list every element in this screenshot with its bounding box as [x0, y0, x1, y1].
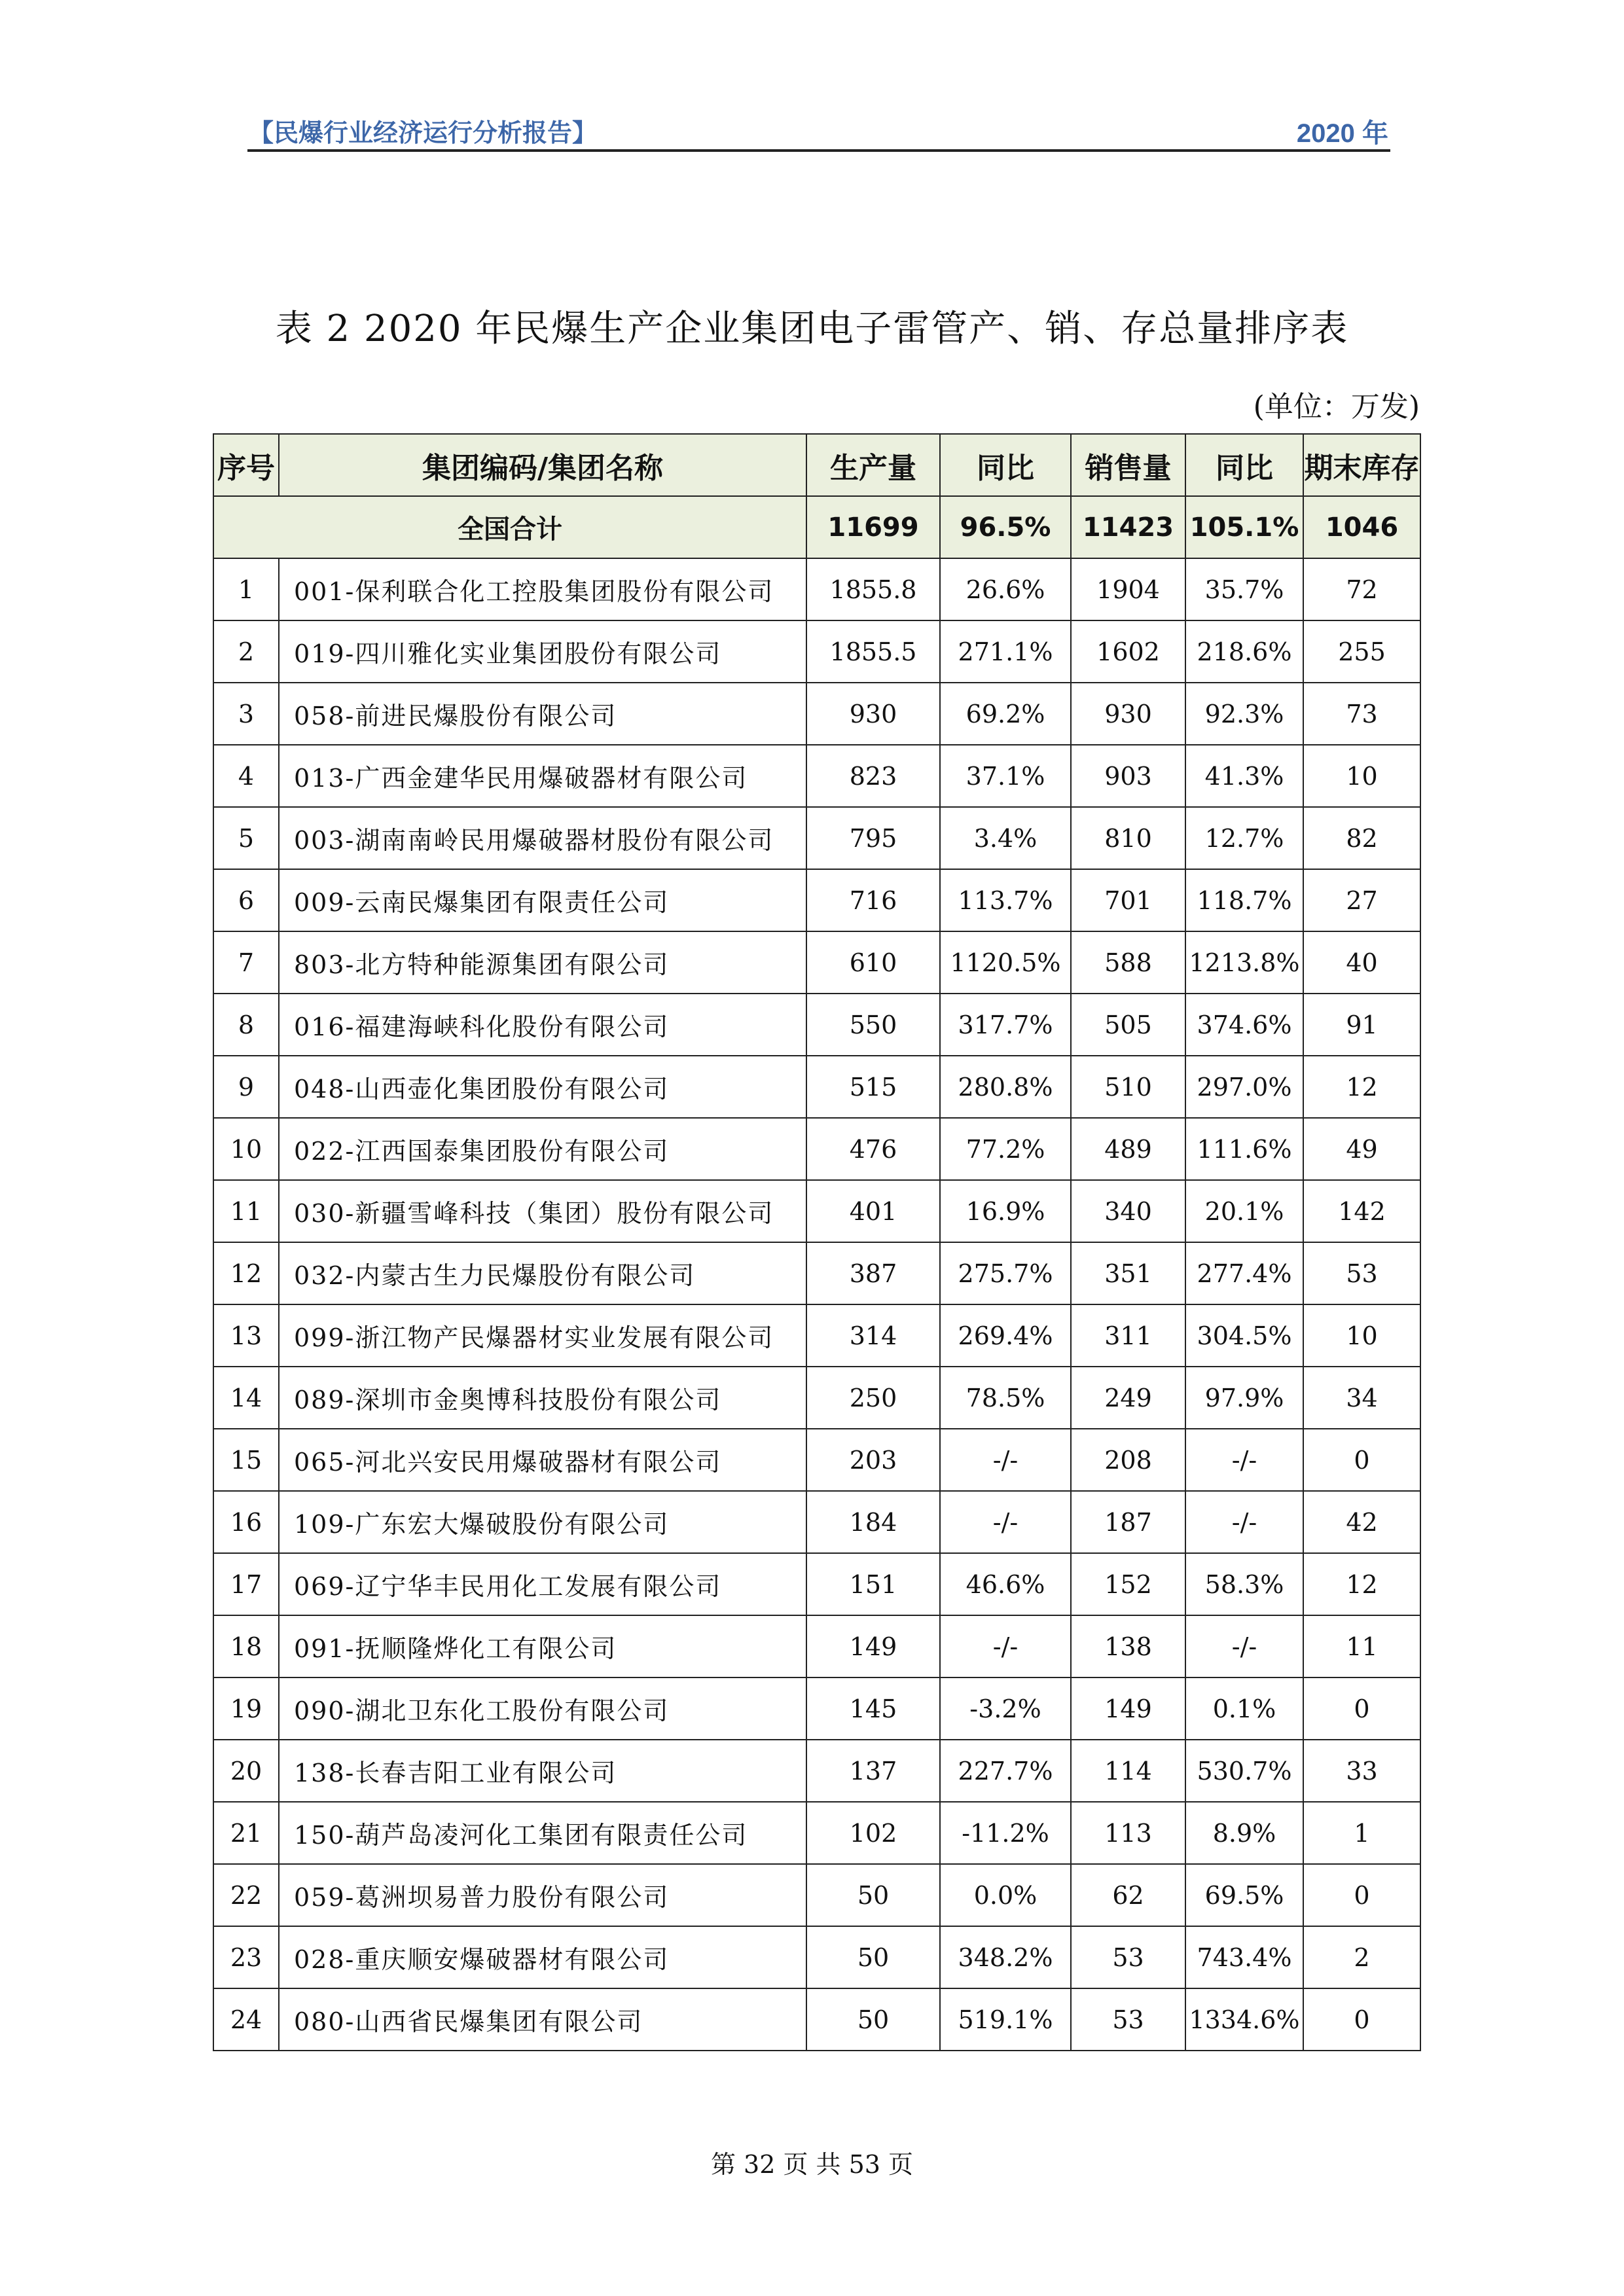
cell-sales: 208	[1071, 1429, 1185, 1491]
cell-rank: 14	[213, 1367, 279, 1429]
cell-production-yoy: 280.8%	[940, 1056, 1071, 1118]
cell-production-yoy: 113.7%	[940, 869, 1071, 931]
cell-production-yoy: 275.7%	[940, 1242, 1071, 1304]
cell-group-name: 080-山西省民爆集团有限公司	[279, 1988, 806, 2051]
table-row	[213, 1367, 1420, 1429]
cell-group-name: 099-浙江物产民爆器材实业发展有限公司	[279, 1304, 806, 1367]
cell-sales: 810	[1071, 807, 1185, 869]
cell-production: 151	[806, 1553, 940, 1615]
cell-production-yoy: -11.2%	[940, 1802, 1071, 1864]
cell-sales-yoy: -/-	[1185, 1615, 1303, 1677]
cell-sales: 113	[1071, 1802, 1185, 1864]
cell-sales: 340	[1071, 1180, 1185, 1242]
cell-sales: 152	[1071, 1553, 1185, 1615]
cell-rank: 8	[213, 994, 279, 1056]
cell-production-yoy: -/-	[940, 1491, 1071, 1553]
cell-group-name: 091-抚顺隆烨化工有限公司	[279, 1615, 806, 1677]
cell-production: 823	[806, 745, 940, 807]
cell-inventory: 82	[1303, 807, 1420, 869]
cell-production-yoy: 1120.5%	[940, 931, 1071, 994]
cell-production-yoy: 16.9%	[940, 1180, 1071, 1242]
cell-group-name: 048-山西壶化集团股份有限公司	[279, 1056, 806, 1118]
cell-production: 145	[806, 1677, 940, 1740]
cell-sales-yoy: 1213.8%	[1185, 931, 1303, 994]
cell-group-name: 150-葫芦岛凌河化工集团有限责任公司	[279, 1802, 806, 1864]
col-header-sales-yoy: 同比	[1185, 434, 1303, 496]
table-row	[213, 931, 1420, 994]
cell-sales: 53	[1071, 1988, 1185, 2051]
cell-inventory: 34	[1303, 1367, 1420, 1429]
cell-inventory: 2	[1303, 1926, 1420, 1988]
cell-sales: 187	[1071, 1491, 1185, 1553]
col-header-group-name: 集团编码/集团名称	[279, 434, 806, 496]
cell-rank: 16	[213, 1491, 279, 1553]
table-row	[213, 1056, 1420, 1118]
cell-inventory: 1	[1303, 1802, 1420, 1864]
cell-production: 476	[806, 1118, 940, 1180]
cell-rank: 20	[213, 1740, 279, 1802]
cell-production-yoy: 269.4%	[940, 1304, 1071, 1367]
cell-sales: 1602	[1071, 620, 1185, 683]
cell-inventory: 49	[1303, 1118, 1420, 1180]
cell-inventory: 142	[1303, 1180, 1420, 1242]
table-title: 表 2 2020 年民爆生产企业集团电子雷管产、销、存总量排序表	[275, 308, 1349, 350]
cell-group-name: 001-保利联合化工控股集团股份有限公司	[279, 558, 806, 620]
cell-sales-yoy: 277.4%	[1185, 1242, 1303, 1304]
cell-sales: 311	[1071, 1304, 1185, 1367]
cell-sales: 351	[1071, 1242, 1185, 1304]
col-header-production-yoy: 同比	[940, 434, 1071, 496]
cell-production: 50	[806, 1926, 940, 1988]
table-row	[213, 1180, 1420, 1242]
cell-inventory: 72	[1303, 558, 1420, 620]
col-header-production: 生产量	[806, 434, 940, 496]
cell-production: 1855.8	[806, 558, 940, 620]
cell-inventory: 0	[1303, 1429, 1420, 1491]
cell-rank: 3	[213, 683, 279, 745]
cell-rank: 1	[213, 558, 279, 620]
cell-rank: 17	[213, 1553, 279, 1615]
cell-inventory: 0	[1303, 1677, 1420, 1740]
unit-label: (单位：万发)	[1253, 390, 1420, 423]
cell-production-yoy: 69.2%	[940, 683, 1071, 745]
table-row	[213, 994, 1420, 1056]
cell-sales: 588	[1071, 931, 1185, 994]
table-row	[213, 1491, 1420, 1553]
cell-sales: 138	[1071, 1615, 1185, 1677]
cell-production-yoy: 37.1%	[940, 745, 1071, 807]
cell-group-name: 013-广西金建华民用爆破器材有限公司	[279, 745, 806, 807]
cell-inventory: 91	[1303, 994, 1420, 1056]
cell-production: 550	[806, 994, 940, 1056]
cell-production: 102	[806, 1802, 940, 1864]
cell-production: 795	[806, 807, 940, 869]
cell-rank: 6	[213, 869, 279, 931]
cell-sales-yoy: 69.5%	[1185, 1864, 1303, 1926]
table-row	[213, 807, 1420, 869]
table-row	[213, 1864, 1420, 1926]
table-row	[213, 1802, 1420, 1864]
cell-sales-yoy: 20.1%	[1185, 1180, 1303, 1242]
cell-rank: 10	[213, 1118, 279, 1180]
cell-production: 314	[806, 1304, 940, 1367]
cell-inventory: 40	[1303, 931, 1420, 994]
cell-group-name: 022-江西国泰集团股份有限公司	[279, 1118, 806, 1180]
table-row	[213, 869, 1420, 931]
cell-rank: 13	[213, 1304, 279, 1367]
cell-rank: 2	[213, 620, 279, 683]
cell-sales: 249	[1071, 1367, 1185, 1429]
total-sales-yoy: 105.1%	[1185, 496, 1303, 558]
col-header-sales: 销售量	[1071, 434, 1185, 496]
cell-production-yoy: 317.7%	[940, 994, 1071, 1056]
cell-sales: 114	[1071, 1740, 1185, 1802]
cell-sales: 510	[1071, 1056, 1185, 1118]
cell-sales-yoy: 35.7%	[1185, 558, 1303, 620]
cell-group-name: 030-新疆雪峰科技（集团）股份有限公司	[279, 1180, 806, 1242]
cell-inventory: 73	[1303, 683, 1420, 745]
cell-production: 930	[806, 683, 940, 745]
national-total-row	[213, 496, 1420, 558]
cell-production-yoy: -3.2%	[940, 1677, 1071, 1740]
cell-rank: 7	[213, 931, 279, 994]
cell-group-name: 028-重庆顺安爆破器材有限公司	[279, 1926, 806, 1988]
cell-group-name: 003-湖南南岭民用爆破器材股份有限公司	[279, 807, 806, 869]
cell-production: 50	[806, 1864, 940, 1926]
header-divider	[247, 149, 1390, 152]
cell-group-name: 009-云南民爆集团有限责任公司	[279, 869, 806, 931]
cell-production: 401	[806, 1180, 940, 1242]
cell-inventory: 0	[1303, 1864, 1420, 1926]
cell-rank: 11	[213, 1180, 279, 1242]
cell-inventory: 11	[1303, 1615, 1420, 1677]
cell-sales-yoy: 297.0%	[1185, 1056, 1303, 1118]
cell-production: 250	[806, 1367, 940, 1429]
cell-group-name: 090-湖北卫东化工股份有限公司	[279, 1677, 806, 1740]
cell-inventory: 0	[1303, 1988, 1420, 2051]
cell-sales: 505	[1071, 994, 1185, 1056]
cell-production: 1855.5	[806, 620, 940, 683]
cell-production: 50	[806, 1988, 940, 2051]
cell-rank: 24	[213, 1988, 279, 2051]
cell-group-name: 069-辽宁华丰民用化工发展有限公司	[279, 1553, 806, 1615]
page-number: 第 32 页 共 53 页	[710, 2150, 914, 2179]
table-row	[213, 745, 1420, 807]
cell-production: 203	[806, 1429, 940, 1491]
cell-group-name: 016-福建海峡科化股份有限公司	[279, 994, 806, 1056]
cell-sales-yoy: -/-	[1185, 1429, 1303, 1491]
cell-sales: 149	[1071, 1677, 1185, 1740]
cell-rank: 21	[213, 1802, 279, 1864]
ranking-table	[213, 433, 1421, 2051]
report-header-title: 【民爆行业经济运行分析报告】	[249, 118, 598, 147]
cell-sales-yoy: 118.7%	[1185, 869, 1303, 931]
cell-rank: 12	[213, 1242, 279, 1304]
table-row	[213, 1740, 1420, 1802]
table-row	[213, 1304, 1420, 1367]
cell-production-yoy: 77.2%	[940, 1118, 1071, 1180]
cell-sales: 62	[1071, 1864, 1185, 1926]
cell-rank: 18	[213, 1615, 279, 1677]
cell-group-name: 065-河北兴安民用爆破器材有限公司	[279, 1429, 806, 1491]
cell-inventory: 12	[1303, 1056, 1420, 1118]
total-production: 11699	[806, 496, 940, 558]
cell-production: 149	[806, 1615, 940, 1677]
cell-production: 716	[806, 869, 940, 931]
table-row	[213, 1553, 1420, 1615]
cell-production-yoy: -/-	[940, 1615, 1071, 1677]
table-row	[213, 1677, 1420, 1740]
cell-group-name: 138-长春吉阳工业有限公司	[279, 1740, 806, 1802]
cell-sales-yoy: 374.6%	[1185, 994, 1303, 1056]
cell-sales-yoy: 8.9%	[1185, 1802, 1303, 1864]
cell-sales: 489	[1071, 1118, 1185, 1180]
table-row	[213, 558, 1420, 620]
table-row	[213, 1118, 1420, 1180]
cell-group-name: 089-深圳市金奥博科技股份有限公司	[279, 1367, 806, 1429]
cell-group-name: 019-四川雅化实业集团股份有限公司	[279, 620, 806, 683]
cell-production-yoy: 26.6%	[940, 558, 1071, 620]
cell-inventory: 42	[1303, 1491, 1420, 1553]
cell-group-name: 059-葛洲坝易普力股份有限公司	[279, 1864, 806, 1926]
cell-sales-yoy: -/-	[1185, 1491, 1303, 1553]
cell-rank: 23	[213, 1926, 279, 1988]
cell-inventory: 53	[1303, 1242, 1420, 1304]
cell-sales-yoy: 12.7%	[1185, 807, 1303, 869]
table-row	[213, 1429, 1420, 1491]
cell-production: 610	[806, 931, 940, 994]
cell-inventory: 33	[1303, 1740, 1420, 1802]
cell-inventory: 10	[1303, 745, 1420, 807]
cell-group-name: 032-内蒙古生力民爆股份有限公司	[279, 1242, 806, 1304]
total-production-yoy: 96.5%	[940, 496, 1071, 558]
cell-group-name: 109-广东宏大爆破股份有限公司	[279, 1491, 806, 1553]
table-header-row	[213, 434, 1420, 496]
cell-inventory: 10	[1303, 1304, 1420, 1367]
cell-sales-yoy: 743.4%	[1185, 1926, 1303, 1988]
cell-group-name: 058-前进民爆股份有限公司	[279, 683, 806, 745]
cell-rank: 9	[213, 1056, 279, 1118]
cell-sales: 53	[1071, 1926, 1185, 1988]
cell-production-yoy: 348.2%	[940, 1926, 1071, 1988]
table-row	[213, 620, 1420, 683]
cell-production-yoy: 46.6%	[940, 1553, 1071, 1615]
cell-sales-yoy: 92.3%	[1185, 683, 1303, 745]
cell-production-yoy: 0.0%	[940, 1864, 1071, 1926]
cell-production: 184	[806, 1491, 940, 1553]
total-sales: 11423	[1071, 496, 1185, 558]
table-row	[213, 683, 1420, 745]
cell-production-yoy: 3.4%	[940, 807, 1071, 869]
table-row	[213, 1988, 1420, 2051]
cell-production: 137	[806, 1740, 940, 1802]
total-inventory: 1046	[1303, 496, 1420, 558]
cell-rank: 5	[213, 807, 279, 869]
cell-production-yoy: 519.1%	[940, 1988, 1071, 2051]
cell-production: 515	[806, 1056, 940, 1118]
table-row	[213, 1242, 1420, 1304]
cell-production-yoy: 271.1%	[940, 620, 1071, 683]
cell-sales: 701	[1071, 869, 1185, 931]
cell-sales-yoy: 1334.6%	[1185, 1988, 1303, 2051]
cell-sales: 903	[1071, 745, 1185, 807]
cell-production-yoy: 227.7%	[940, 1740, 1071, 1802]
cell-sales-yoy: 304.5%	[1185, 1304, 1303, 1367]
cell-sales-yoy: 41.3%	[1185, 745, 1303, 807]
cell-production-yoy: -/-	[940, 1429, 1071, 1491]
cell-sales-yoy: 58.3%	[1185, 1553, 1303, 1615]
cell-rank: 15	[213, 1429, 279, 1491]
cell-sales-yoy: 218.6%	[1185, 620, 1303, 683]
cell-rank: 19	[213, 1677, 279, 1740]
cell-rank: 4	[213, 745, 279, 807]
total-label: 全国合计	[213, 496, 806, 558]
table-row	[213, 1926, 1420, 1988]
col-header-rank: 序号	[213, 434, 279, 496]
cell-inventory: 12	[1303, 1553, 1420, 1615]
cell-sales-yoy: 530.7%	[1185, 1740, 1303, 1802]
cell-sales: 1904	[1071, 558, 1185, 620]
cell-sales-yoy: 97.9%	[1185, 1367, 1303, 1429]
cell-inventory: 27	[1303, 869, 1420, 931]
cell-production: 387	[806, 1242, 940, 1304]
report-header-year: 2020 年	[1296, 119, 1388, 148]
cell-rank: 22	[213, 1864, 279, 1926]
cell-group-name: 803-北方特种能源集团有限公司	[279, 931, 806, 994]
cell-inventory: 255	[1303, 620, 1420, 683]
table-row	[213, 1615, 1420, 1677]
col-header-inventory: 期末库存	[1303, 434, 1420, 496]
cell-sales: 930	[1071, 683, 1185, 745]
cell-sales-yoy: 111.6%	[1185, 1118, 1303, 1180]
cell-production-yoy: 78.5%	[940, 1367, 1071, 1429]
cell-sales-yoy: 0.1%	[1185, 1677, 1303, 1740]
